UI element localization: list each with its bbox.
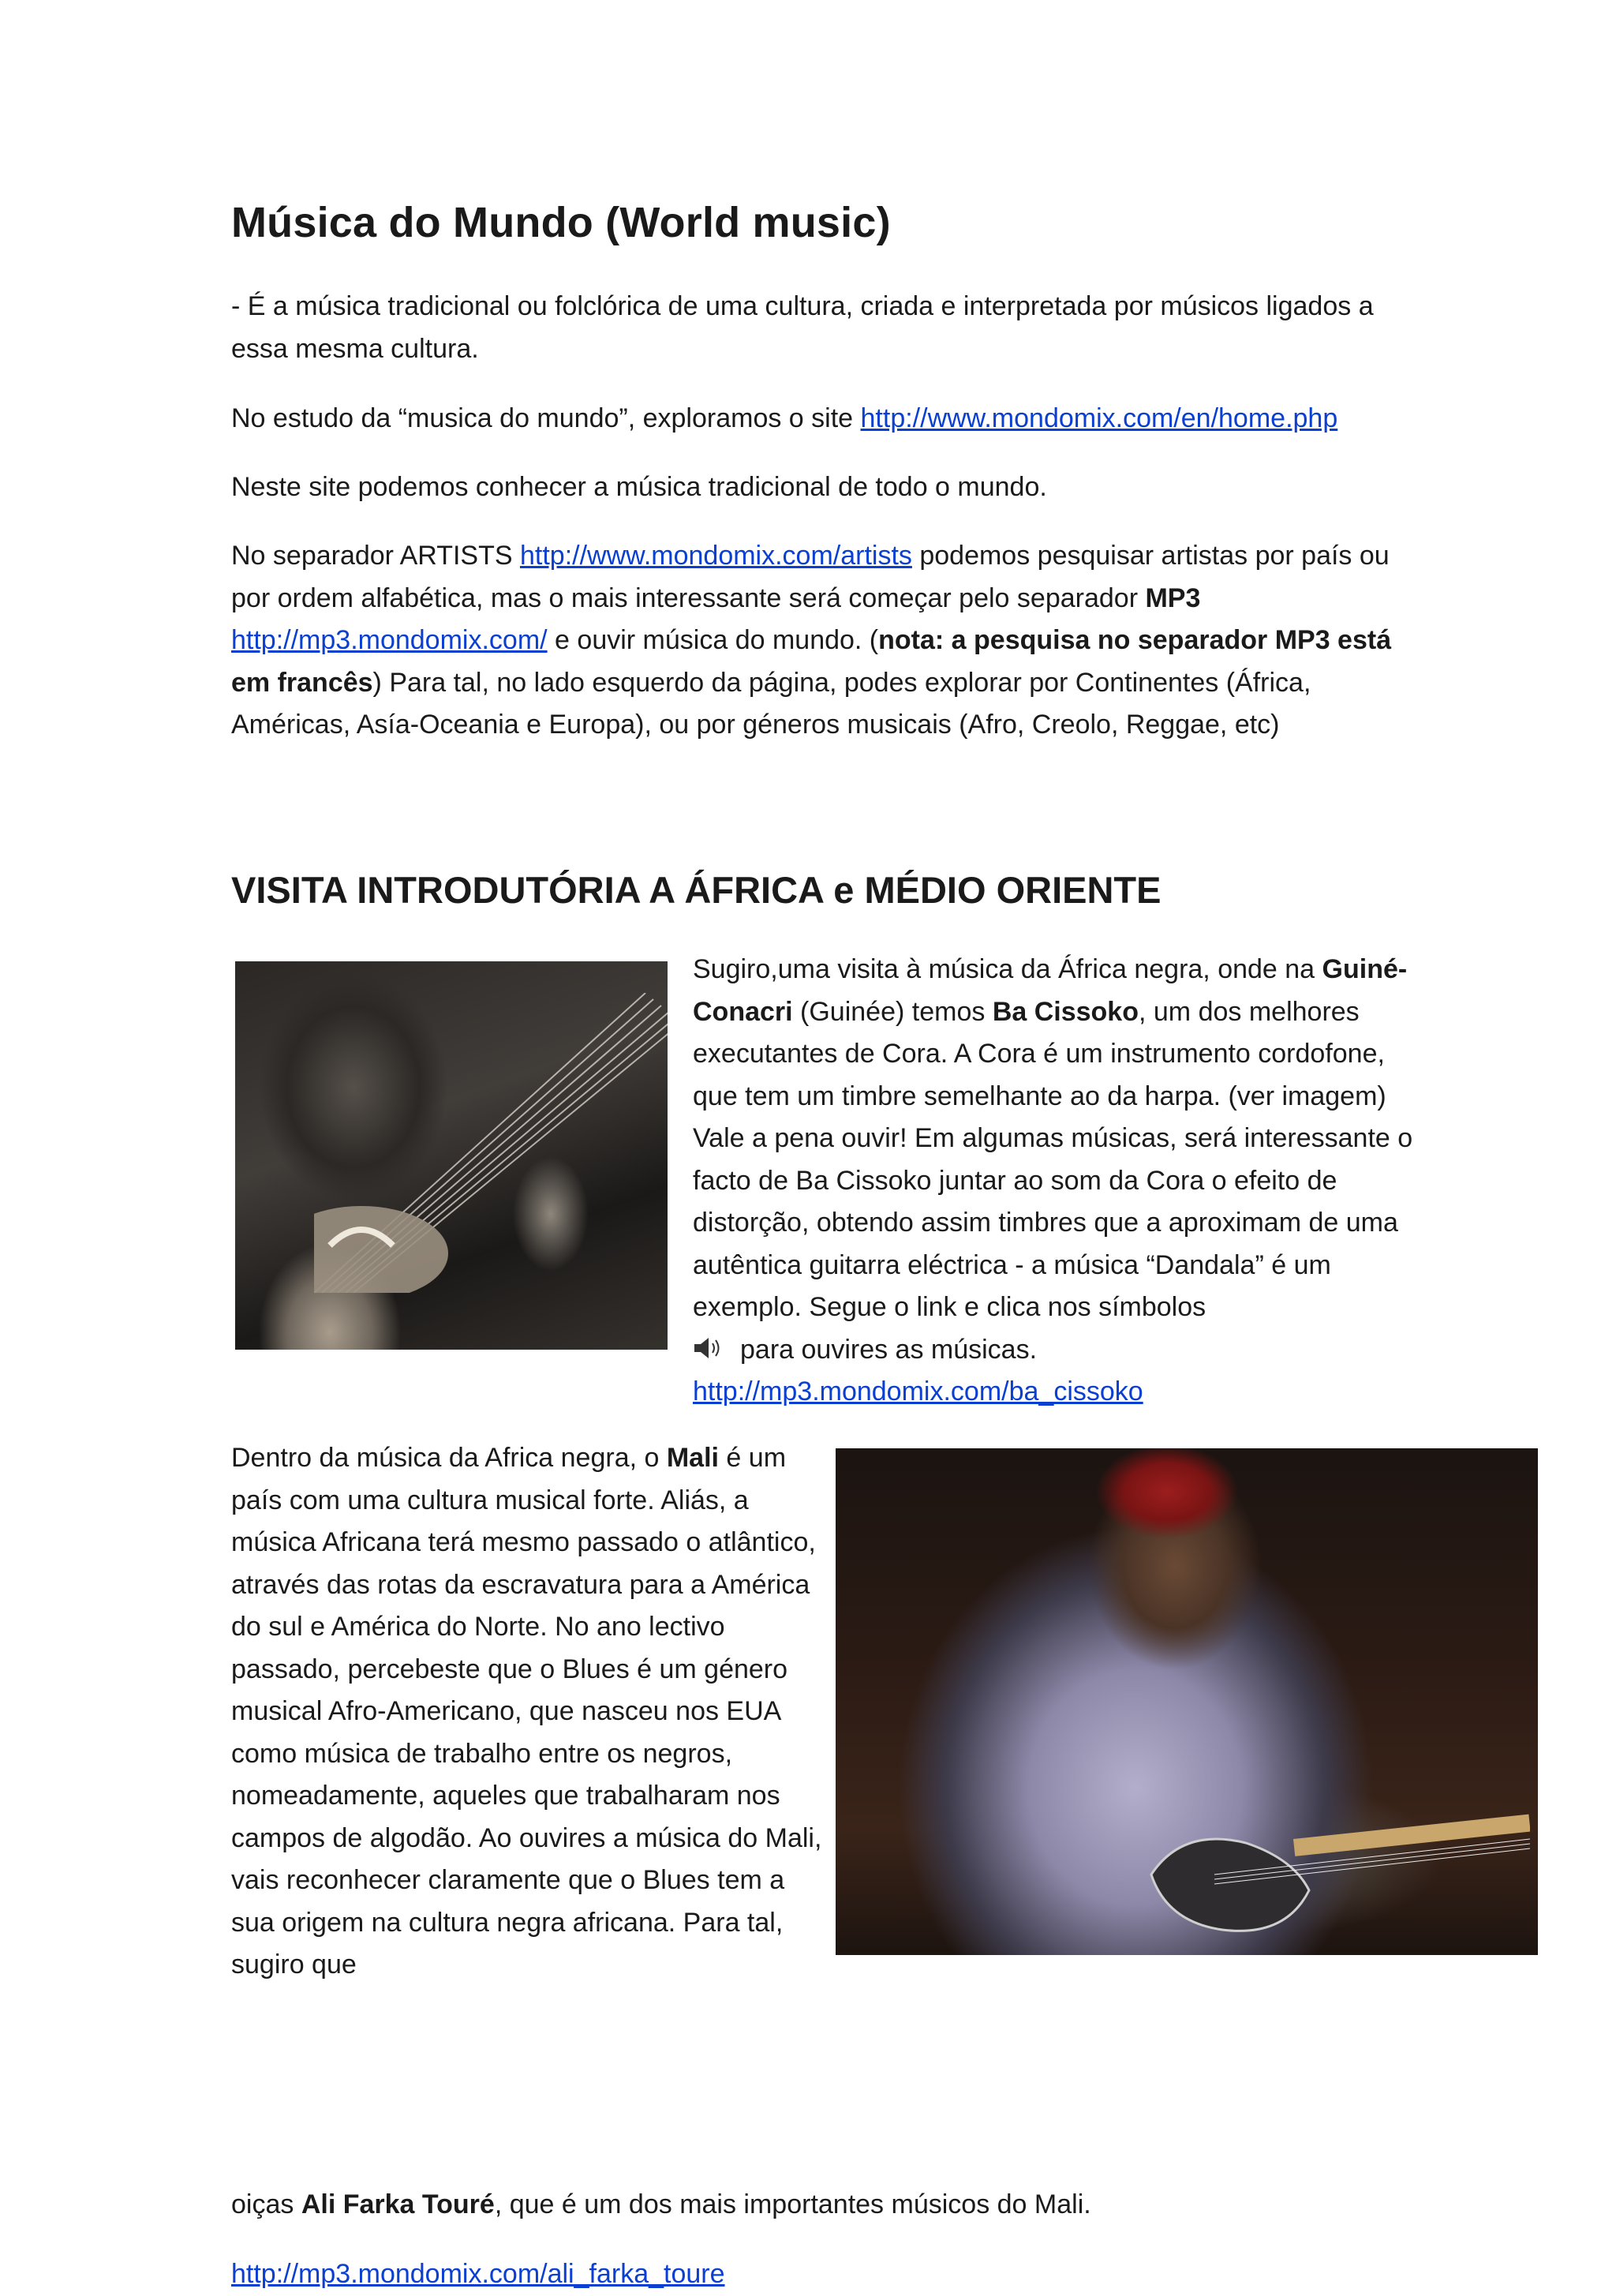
mali-text-4: , que é um dos mais importantes músicos do Mali. bbox=[494, 2189, 1091, 2219]
artists-text-2: podemos pesquisar artistas por país ou por ordem alfabética, mas o mais interessante será começar pelo separador bbox=[231, 541, 1390, 613]
mali-text-1: Dentro da música da Africa negra, o bbox=[231, 1443, 667, 1473]
cora-player-photo bbox=[235, 961, 668, 1350]
ali-farka-toure-photo bbox=[836, 1448, 1538, 1955]
ba-cissoko-bold: Ba Cissoko bbox=[992, 996, 1139, 1027]
artists-text-3: e ouvir música do mundo. ( bbox=[547, 625, 879, 655]
explore-text: No estudo da “musica do mundo”, exploramos o site bbox=[231, 403, 861, 433]
ba-cissoko-link[interactable]: http://mp3.mondomix.com/ba_cissoko bbox=[693, 1376, 1143, 1406]
ali-farka-toure-bold: Ali Farka Touré bbox=[301, 2189, 495, 2219]
mondomix-artists-link[interactable]: http://www.mondomix.com/artists bbox=[519, 541, 912, 571]
mali-closing-line bbox=[231, 2184, 1257, 2227]
guine-conacri-bold: Guiné-Conacri bbox=[693, 954, 1408, 1027]
page-title: Música do Mundo (World music) bbox=[231, 199, 891, 246]
cora-text-4: para ouvires as músicas. bbox=[740, 1334, 1038, 1365]
mali-paragraph bbox=[231, 1437, 831, 1987]
cora-paragraph bbox=[693, 949, 1435, 1414]
cora-strings-illustration bbox=[314, 993, 668, 1293]
mali-link-paragraph bbox=[231, 2253, 1257, 2296]
cora-text-1: Sugiro,uma visita à música da África negra, onde na bbox=[693, 954, 1322, 984]
cora-text-2: (Guinée) temos bbox=[792, 996, 993, 1027]
explore-paragraph bbox=[231, 398, 1509, 440]
mp3-bold: MP3 bbox=[1145, 582, 1201, 613]
cora-text-3: , um dos melhores executantes de Cora. A Cora é um instrumento cordofone, que tem um timbre semelhante ao da harpa. (ver imagem) Vale a pena ouvir! Em algumas músicas, será interessante o facto de Ba Cissoko juntar ao som da Cora o efeito de distorção, obtendo assim timbres que a aproximam de uma autêntica guitarra eléctrica - a música “Dandala” é um exemplo. Segue o link e clica nos símbolos bbox=[693, 996, 1413, 1322]
guitar-illustration bbox=[1135, 1764, 1530, 1938]
artists-text-1: No separador ARTISTS bbox=[231, 541, 520, 571]
africa-section-title: VISITA INTRODUTÓRIA A ÁFRICA e MÉDIO ORIENTE bbox=[231, 869, 1162, 911]
site-paragraph: Neste site podemos conhecer a música tradicional de todo o mundo. bbox=[231, 472, 1047, 502]
mali-text-3: oiças bbox=[231, 2189, 301, 2219]
mali-bold: Mali bbox=[666, 1443, 719, 1473]
speaker-icon bbox=[693, 1336, 721, 1360]
ali-farka-toure-link[interactable]: http://mp3.mondomix.com/ali_farka_toure bbox=[231, 2259, 725, 2289]
mondomix-home-link[interactable]: http://www.mondomix.com/en/home.php bbox=[860, 403, 1338, 433]
mali-text-2: é um país com uma cultura musical forte. Aliás, a música Africana terá mesmo passado o atlântico, através das rotas da escravatura para a América do sul e América do Norte. No ano lectivo passado, percebeste que o Blues é um género musical Afro-Americano, que nasceu nos EUA como música de trabalho entre os negros, nomeadamente, aqueles que trabalharam nos campos de algodão. Ao ouvires a música do Mali, vais reconhecer claramente que o Blues tem a sua origem na cultura negra africana. Para tal, sugiro que bbox=[231, 1443, 822, 1980]
note-bold: nota: a pesquisa no separador MP3 está em francês bbox=[231, 625, 1392, 698]
mondomix-mp3-link[interactable]: http://mp3.mondomix.com/ bbox=[231, 625, 548, 655]
artists-paragraph bbox=[231, 535, 1431, 747]
artists-text-4: ) Para tal, no lado esquerdo da página, podes explorar por Continentes (África, Américas, Asía-Oceania e Europa), ou por géneros musicais (Afro, Creolo, Reggae, etc) bbox=[231, 667, 1311, 740]
intro-paragraph: - É a música tradicional ou folclórica de uma cultura, criada e interpretada por músicos ligados a essa mesma cultura. bbox=[231, 291, 1374, 364]
